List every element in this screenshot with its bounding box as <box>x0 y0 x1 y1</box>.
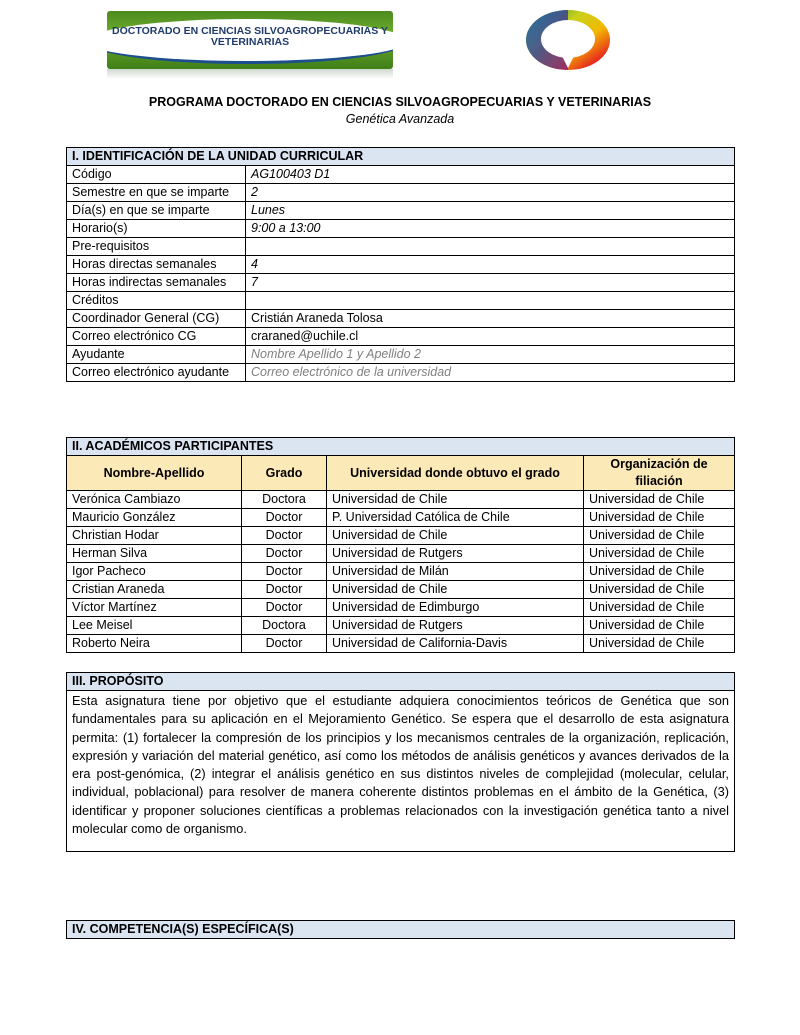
table-row: Correo electrónico ayudante Correo electrónico de la universidad <box>67 364 735 382</box>
table-row: Semestre en que se imparte 2 <box>67 184 735 202</box>
degree-cell: Doctor <box>242 509 327 527</box>
name-cell: Cristian Araneda <box>67 581 242 599</box>
name-cell: Roberto Neira <box>67 635 242 653</box>
name-cell: Christian Hodar <box>67 527 242 545</box>
name-cell: Herman Silva <box>67 545 242 563</box>
university-cell: Universidad de Rutgers <box>327 617 584 635</box>
affiliation-cell: Universidad de Chile <box>584 635 735 653</box>
table-row: Día(s) en que se imparte Lunes <box>67 202 735 220</box>
section-heading: III. PROPÓSITO <box>67 673 735 691</box>
column-header: Grado <box>242 456 327 491</box>
university-cell: Universidad de California-Davis <box>327 635 584 653</box>
document-title: PROGRAMA DOCTORADO EN CIENCIAS SILVOAGROPECUARIAS Y VETERINARIAS <box>148 95 652 109</box>
table-row <box>67 491 735 509</box>
table-row <box>67 563 735 581</box>
academics-table <box>66 437 735 653</box>
purpose-text: Esta asignatura tiene por objetivo que el estudiante adquiera conocimientos teóricos de Genética que son fundamentales para su aplicación en el Mejoramiento Genético. Se espera que el desarrollo de esta asignatura permita: (1) fortalecer la compresión de los principios y los mecanismos centrales de la organización, replicación, expresión y variación del material genético, así como los métodos de análisis genéticos y avances derivados de la era post-genómica, (2) integrar el análisis genético en sus distintos niveles de complejidad (molecular, celular, individual, poblacional) para resolver de manera coherente distintos problemas en el ámbito de la Genética, (3) identificar y proponer soluciones científicas a problemas relacionados con la investigación genética tanto a nivel molecular como de organismo. <box>67 691 735 852</box>
section-heading: II. ACADÉMICOS PARTICIPANTES <box>67 438 735 456</box>
name-cell: Verónica Cambiazo <box>67 491 242 509</box>
competencies-table <box>66 920 735 939</box>
degree-cell: Doctor <box>242 581 327 599</box>
column-header: Organización de filiación <box>584 456 735 491</box>
identification-table <box>66 147 735 382</box>
university-cell: P. Universidad Católica de Chile <box>327 509 584 527</box>
affiliation-cell: Universidad de Chile <box>584 599 735 617</box>
university-cell: Universidad de Chile <box>327 527 584 545</box>
affiliation-cell: Universidad de Chile <box>584 617 735 635</box>
table-row: Correo electrónico CG craraned@uchile.cl <box>67 328 735 346</box>
degree-cell: Doctor <box>242 527 327 545</box>
table-row: Horas directas semanales 4 <box>67 256 735 274</box>
table-row <box>67 545 735 563</box>
degree-cell: Doctora <box>242 491 327 509</box>
section-heading: I. IDENTIFICACIÓN DE LA UNIDAD CURRICULAR <box>67 148 735 166</box>
affiliation-cell: Universidad de Chile <box>584 527 735 545</box>
affiliation-cell: Universidad de Chile <box>584 509 735 527</box>
degree-cell: Doctor <box>242 563 327 581</box>
course-name: Genética Avanzada <box>345 112 455 126</box>
table-row <box>67 509 735 527</box>
name-cell: Igor Pacheco <box>67 563 242 581</box>
purpose-table <box>66 672 735 852</box>
university-cell: Universidad de Milán <box>327 563 584 581</box>
university-logo <box>524 8 612 76</box>
table-row: Ayudante Nombre Apellido 1 y Apellido 2 <box>67 346 735 364</box>
section-heading: IV. COMPETENCIA(S) ESPECÍFICA(S) <box>67 921 735 939</box>
university-cell: Universidad de Chile <box>327 491 584 509</box>
affiliation-cell: Universidad de Chile <box>584 581 735 599</box>
table-row: Pre-requisitos <box>67 238 735 256</box>
column-header: Nombre-Apellido <box>67 456 242 491</box>
university-cell: Universidad de Rutgers <box>327 545 584 563</box>
affiliation-cell: Universidad de Chile <box>584 545 735 563</box>
table-row <box>67 599 735 617</box>
program-logo: DOCTORADO EN CIENCIAS SILVOAGROPECUARIAS Y VETERINARIAS <box>107 11 393 69</box>
name-cell: Víctor Martínez <box>67 599 242 617</box>
university-cell: Universidad de Chile <box>327 581 584 599</box>
table-row <box>67 581 735 599</box>
table-row: Créditos <box>67 292 735 310</box>
table-row <box>67 635 735 653</box>
affiliation-cell: Universidad de Chile <box>584 491 735 509</box>
column-header: Universidad donde obtuvo el grado <box>327 456 584 491</box>
table-row: Código AG100403 D1 <box>67 166 735 184</box>
logo-reflection <box>107 69 393 79</box>
name-cell: Mauricio González <box>67 509 242 527</box>
degree-cell: Doctor <box>242 635 327 653</box>
table-row: Horas indirectas semanales 7 <box>67 274 735 292</box>
table-row: Horario(s) 9:00 a 13:00 <box>67 220 735 238</box>
affiliation-cell: Universidad de Chile <box>584 563 735 581</box>
university-cell: Universidad de Edimburgo <box>327 599 584 617</box>
degree-cell: Doctora <box>242 617 327 635</box>
name-cell: Lee Meisel <box>67 617 242 635</box>
table-row <box>67 617 735 635</box>
table-row <box>67 527 735 545</box>
degree-cell: Doctor <box>242 599 327 617</box>
degree-cell: Doctor <box>242 545 327 563</box>
table-row: Coordinador General (CG) Cristián Araneda Tolosa <box>67 310 735 328</box>
